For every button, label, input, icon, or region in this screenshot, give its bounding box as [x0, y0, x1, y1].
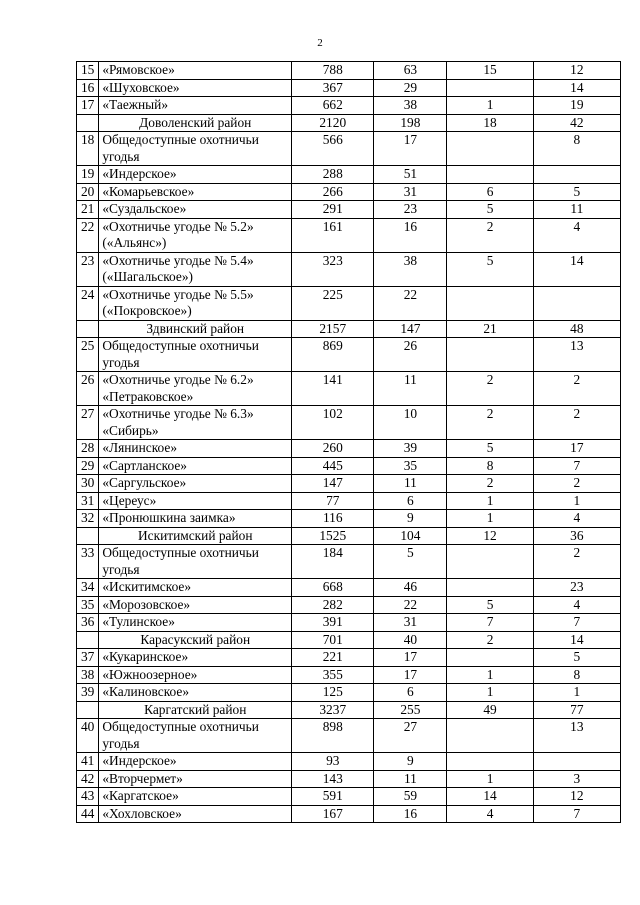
table-row: [77, 649, 621, 667]
value-4-cell: 19: [533, 97, 620, 115]
hunting-ground-name-cell: «Кукаринское»: [99, 649, 292, 667]
value-3-cell: 1: [447, 510, 533, 528]
value-2-cell: 17: [374, 666, 447, 684]
value-2-cell: 11: [374, 770, 447, 788]
row-number-cell: 22: [77, 218, 99, 252]
table-row: [77, 201, 621, 219]
value-2-cell: 27: [374, 719, 447, 753]
hunting-ground-name-cell: «Рямовское»: [99, 62, 292, 80]
value-3-cell: [447, 338, 533, 372]
hunting-ground-name-cell: «Лянинское»: [99, 440, 292, 458]
value-3-cell: 8: [447, 457, 533, 475]
row-number-cell: 39: [77, 684, 99, 702]
row-number-cell: 30: [77, 475, 99, 493]
row-number-cell: 26: [77, 372, 99, 406]
value-2-cell: 11: [374, 475, 447, 493]
table-row: [77, 753, 621, 771]
value-3-cell: [447, 719, 533, 753]
hunting-ground-name-cell: «Охотничье угодье № 5.5» («Покровское»): [99, 286, 292, 320]
row-number-cell: 35: [77, 596, 99, 614]
value-4-cell: 2: [533, 545, 620, 579]
hunting-ground-name-cell: Карасукский район: [99, 631, 292, 649]
value-1-cell: 184: [292, 545, 374, 579]
value-1-cell: 282: [292, 596, 374, 614]
hunting-ground-name-cell: «Комарьевское»: [99, 183, 292, 201]
value-2-cell: 147: [374, 320, 447, 338]
hunting-ground-name-cell: «Цереус»: [99, 492, 292, 510]
row-number-cell: [77, 631, 99, 649]
value-4-cell: [533, 753, 620, 771]
value-1-cell: 869: [292, 338, 374, 372]
value-3-cell: 2: [447, 475, 533, 493]
value-1-cell: 77: [292, 492, 374, 510]
hunting-ground-name-cell: «Искитимское»: [99, 579, 292, 597]
row-number-cell: 42: [77, 770, 99, 788]
value-3-cell: [447, 545, 533, 579]
table-row: [77, 440, 621, 458]
value-1-cell: 898: [292, 719, 374, 753]
value-3-cell: 1: [447, 97, 533, 115]
hunting-ground-name-cell: «Саргульское»: [99, 475, 292, 493]
value-2-cell: 17: [374, 132, 447, 166]
value-2-cell: 31: [374, 614, 447, 632]
table-row: [77, 286, 621, 320]
value-2-cell: 35: [374, 457, 447, 475]
hunting-ground-name-cell: Общедоступные охотничьи угодья: [99, 545, 292, 579]
row-number-cell: 19: [77, 166, 99, 184]
value-1-cell: 1525: [292, 527, 374, 545]
value-3-cell: 18: [447, 114, 533, 132]
value-1-cell: 266: [292, 183, 374, 201]
value-1-cell: 260: [292, 440, 374, 458]
value-1-cell: 143: [292, 770, 374, 788]
value-3-cell: 5: [447, 596, 533, 614]
value-4-cell: 13: [533, 719, 620, 753]
row-number-cell: 44: [77, 805, 99, 823]
value-3-cell: 15: [447, 62, 533, 80]
value-2-cell: 26: [374, 338, 447, 372]
value-1-cell: 367: [292, 79, 374, 97]
hunting-ground-name-cell: «Таежный»: [99, 97, 292, 115]
value-4-cell: 5: [533, 649, 620, 667]
value-2-cell: 38: [374, 97, 447, 115]
value-3-cell: 6: [447, 183, 533, 201]
table-row: [77, 252, 621, 286]
value-2-cell: 255: [374, 701, 447, 719]
value-4-cell: 3: [533, 770, 620, 788]
value-2-cell: 6: [374, 492, 447, 510]
value-4-cell: 8: [533, 666, 620, 684]
hunting-grounds-table: [76, 61, 621, 823]
value-3-cell: 1: [447, 492, 533, 510]
value-1-cell: 3237: [292, 701, 374, 719]
value-3-cell: [447, 649, 533, 667]
value-4-cell: 12: [533, 62, 620, 80]
hunting-ground-name-cell: Общедоступные охотничьи угодья: [99, 719, 292, 753]
hunting-ground-name-cell: «Южноозерное»: [99, 666, 292, 684]
hunting-ground-name-cell: Каргатский район: [99, 701, 292, 719]
value-1-cell: 221: [292, 649, 374, 667]
value-1-cell: 225: [292, 286, 374, 320]
hunting-ground-name-cell: «Калиновское»: [99, 684, 292, 702]
row-number-cell: 16: [77, 79, 99, 97]
table-row: [77, 596, 621, 614]
row-number-cell: 21: [77, 201, 99, 219]
value-4-cell: 7: [533, 614, 620, 632]
value-3-cell: 14: [447, 788, 533, 806]
value-4-cell: 12: [533, 788, 620, 806]
value-2-cell: 9: [374, 510, 447, 528]
value-3-cell: 5: [447, 440, 533, 458]
table-row: [77, 183, 621, 201]
value-2-cell: 16: [374, 218, 447, 252]
row-number-cell: 18: [77, 132, 99, 166]
table-row: [77, 62, 621, 80]
value-1-cell: 323: [292, 252, 374, 286]
value-3-cell: [447, 579, 533, 597]
value-1-cell: 161: [292, 218, 374, 252]
value-4-cell: 11: [533, 201, 620, 219]
row-number-cell: 40: [77, 719, 99, 753]
row-number-cell: 29: [77, 457, 99, 475]
table-row: [77, 218, 621, 252]
hunting-ground-name-cell: Здвинский район: [99, 320, 292, 338]
value-4-cell: 1: [533, 684, 620, 702]
table-body: [77, 62, 621, 823]
row-number-cell: 31: [77, 492, 99, 510]
row-number-cell: 38: [77, 666, 99, 684]
table-row: [77, 338, 621, 372]
value-1-cell: 355: [292, 666, 374, 684]
value-3-cell: [447, 753, 533, 771]
value-2-cell: 31: [374, 183, 447, 201]
table-row: [77, 132, 621, 166]
value-1-cell: 167: [292, 805, 374, 823]
value-4-cell: 77: [533, 701, 620, 719]
value-2-cell: 16: [374, 805, 447, 823]
value-4-cell: 17: [533, 440, 620, 458]
value-1-cell: 445: [292, 457, 374, 475]
row-number-cell: 28: [77, 440, 99, 458]
value-4-cell: 7: [533, 805, 620, 823]
row-number-cell: [77, 114, 99, 132]
table-row: [77, 406, 621, 440]
row-number-cell: 27: [77, 406, 99, 440]
value-4-cell: 2: [533, 372, 620, 406]
value-3-cell: 5: [447, 201, 533, 219]
table-row: [77, 475, 621, 493]
hunting-ground-name-cell: «Охотничье угодье № 5.2» («Альянс»): [99, 218, 292, 252]
value-2-cell: 40: [374, 631, 447, 649]
value-2-cell: 38: [374, 252, 447, 286]
hunting-ground-name-cell: «Хохловское»: [99, 805, 292, 823]
hunting-ground-name-cell: «Морозовское»: [99, 596, 292, 614]
table-row: [77, 457, 621, 475]
hunting-ground-name-cell: «Индерское»: [99, 166, 292, 184]
hunting-ground-name-cell: «Охотничье угодье № 6.2» «Петраковское»: [99, 372, 292, 406]
table-row: [77, 719, 621, 753]
value-1-cell: 566: [292, 132, 374, 166]
value-4-cell: 2: [533, 406, 620, 440]
hunting-ground-name-cell: «Охотничье угодье № 5.4» («Шагальское»): [99, 252, 292, 286]
value-2-cell: 17: [374, 649, 447, 667]
table-row: [77, 372, 621, 406]
row-number-cell: [77, 701, 99, 719]
value-2-cell: 9: [374, 753, 447, 771]
table-row: [77, 684, 621, 702]
table-row: [77, 666, 621, 684]
value-1-cell: 668: [292, 579, 374, 597]
value-1-cell: 147: [292, 475, 374, 493]
value-3-cell: [447, 79, 533, 97]
row-number-cell: 32: [77, 510, 99, 528]
value-2-cell: 39: [374, 440, 447, 458]
value-1-cell: 391: [292, 614, 374, 632]
value-3-cell: 2: [447, 372, 533, 406]
hunting-ground-name-cell: «Шуховское»: [99, 79, 292, 97]
value-2-cell: 59: [374, 788, 447, 806]
value-4-cell: 23: [533, 579, 620, 597]
value-1-cell: 2120: [292, 114, 374, 132]
value-2-cell: 51: [374, 166, 447, 184]
value-4-cell: [533, 166, 620, 184]
value-1-cell: 788: [292, 62, 374, 80]
table-row: [77, 579, 621, 597]
value-3-cell: 2: [447, 406, 533, 440]
value-4-cell: 2: [533, 475, 620, 493]
value-4-cell: [533, 286, 620, 320]
value-4-cell: 1: [533, 492, 620, 510]
row-number-cell: 33: [77, 545, 99, 579]
value-3-cell: 1: [447, 770, 533, 788]
hunting-ground-name-cell: «Пронюшкина заимка»: [99, 510, 292, 528]
value-4-cell: 4: [533, 218, 620, 252]
row-number-cell: 15: [77, 62, 99, 80]
table-row: [77, 545, 621, 579]
district-row: [77, 114, 621, 132]
row-number-cell: 41: [77, 753, 99, 771]
hunting-ground-name-cell: «Тулинское»: [99, 614, 292, 632]
row-number-cell: 25: [77, 338, 99, 372]
table-row: [77, 788, 621, 806]
value-4-cell: 4: [533, 596, 620, 614]
hunting-ground-name-cell: «Сартланское»: [99, 457, 292, 475]
value-2-cell: 198: [374, 114, 447, 132]
row-number-cell: 24: [77, 286, 99, 320]
value-3-cell: 4: [447, 805, 533, 823]
district-row: [77, 631, 621, 649]
value-4-cell: 5: [533, 183, 620, 201]
row-number-cell: 23: [77, 252, 99, 286]
table-row: [77, 805, 621, 823]
value-2-cell: 22: [374, 286, 447, 320]
value-1-cell: 102: [292, 406, 374, 440]
value-4-cell: 7: [533, 457, 620, 475]
district-row: [77, 320, 621, 338]
value-3-cell: [447, 132, 533, 166]
value-4-cell: 14: [533, 79, 620, 97]
table-row: [77, 770, 621, 788]
value-2-cell: 63: [374, 62, 447, 80]
row-number-cell: [77, 527, 99, 545]
value-3-cell: 7: [447, 614, 533, 632]
value-3-cell: [447, 166, 533, 184]
value-1-cell: 125: [292, 684, 374, 702]
row-number-cell: 20: [77, 183, 99, 201]
table-row: [77, 79, 621, 97]
value-2-cell: 22: [374, 596, 447, 614]
hunting-ground-name-cell: Искитимский район: [99, 527, 292, 545]
value-1-cell: 2157: [292, 320, 374, 338]
row-number-cell: 34: [77, 579, 99, 597]
value-4-cell: 36: [533, 527, 620, 545]
value-4-cell: 8: [533, 132, 620, 166]
district-row: [77, 701, 621, 719]
value-1-cell: 288: [292, 166, 374, 184]
row-number-cell: 36: [77, 614, 99, 632]
hunting-ground-name-cell: «Суздальское»: [99, 201, 292, 219]
value-2-cell: 6: [374, 684, 447, 702]
hunting-ground-name-cell: «Охотничье угодье № 6.3» «Сибирь»: [99, 406, 292, 440]
table-row: [77, 166, 621, 184]
value-2-cell: 104: [374, 527, 447, 545]
value-4-cell: 48: [533, 320, 620, 338]
value-3-cell: [447, 286, 533, 320]
hunting-ground-name-cell: Общедоступные охотничьи угодья: [99, 132, 292, 166]
value-3-cell: 49: [447, 701, 533, 719]
value-4-cell: 14: [533, 631, 620, 649]
value-1-cell: 662: [292, 97, 374, 115]
value-3-cell: 5: [447, 252, 533, 286]
page-number: 2: [317, 37, 323, 49]
row-number-cell: 37: [77, 649, 99, 667]
row-number-cell: 17: [77, 97, 99, 115]
value-1-cell: 116: [292, 510, 374, 528]
value-3-cell: 12: [447, 527, 533, 545]
value-3-cell: 2: [447, 218, 533, 252]
value-1-cell: 591: [292, 788, 374, 806]
hunting-ground-name-cell: Общедоступные охотничьи угодья: [99, 338, 292, 372]
table-row: [77, 492, 621, 510]
value-2-cell: 23: [374, 201, 447, 219]
value-2-cell: 5: [374, 545, 447, 579]
table-row: [77, 97, 621, 115]
value-3-cell: 1: [447, 666, 533, 684]
value-3-cell: 1: [447, 684, 533, 702]
value-4-cell: 4: [533, 510, 620, 528]
hunting-ground-name-cell: «Каргатское»: [99, 788, 292, 806]
table-row: [77, 510, 621, 528]
value-4-cell: 42: [533, 114, 620, 132]
hunting-ground-name-cell: Доволенский район: [99, 114, 292, 132]
row-number-cell: [77, 320, 99, 338]
value-4-cell: 14: [533, 252, 620, 286]
value-1-cell: 93: [292, 753, 374, 771]
value-3-cell: 21: [447, 320, 533, 338]
table-row: [77, 614, 621, 632]
district-row: [77, 527, 621, 545]
hunting-ground-name-cell: «Индерское»: [99, 753, 292, 771]
value-3-cell: 2: [447, 631, 533, 649]
value-2-cell: 46: [374, 579, 447, 597]
hunting-ground-name-cell: «Вторчермет»: [99, 770, 292, 788]
value-2-cell: 29: [374, 79, 447, 97]
value-2-cell: 11: [374, 372, 447, 406]
row-number-cell: 43: [77, 788, 99, 806]
value-1-cell: 141: [292, 372, 374, 406]
value-4-cell: 13: [533, 338, 620, 372]
value-2-cell: 10: [374, 406, 447, 440]
value-1-cell: 291: [292, 201, 374, 219]
value-1-cell: 701: [292, 631, 374, 649]
